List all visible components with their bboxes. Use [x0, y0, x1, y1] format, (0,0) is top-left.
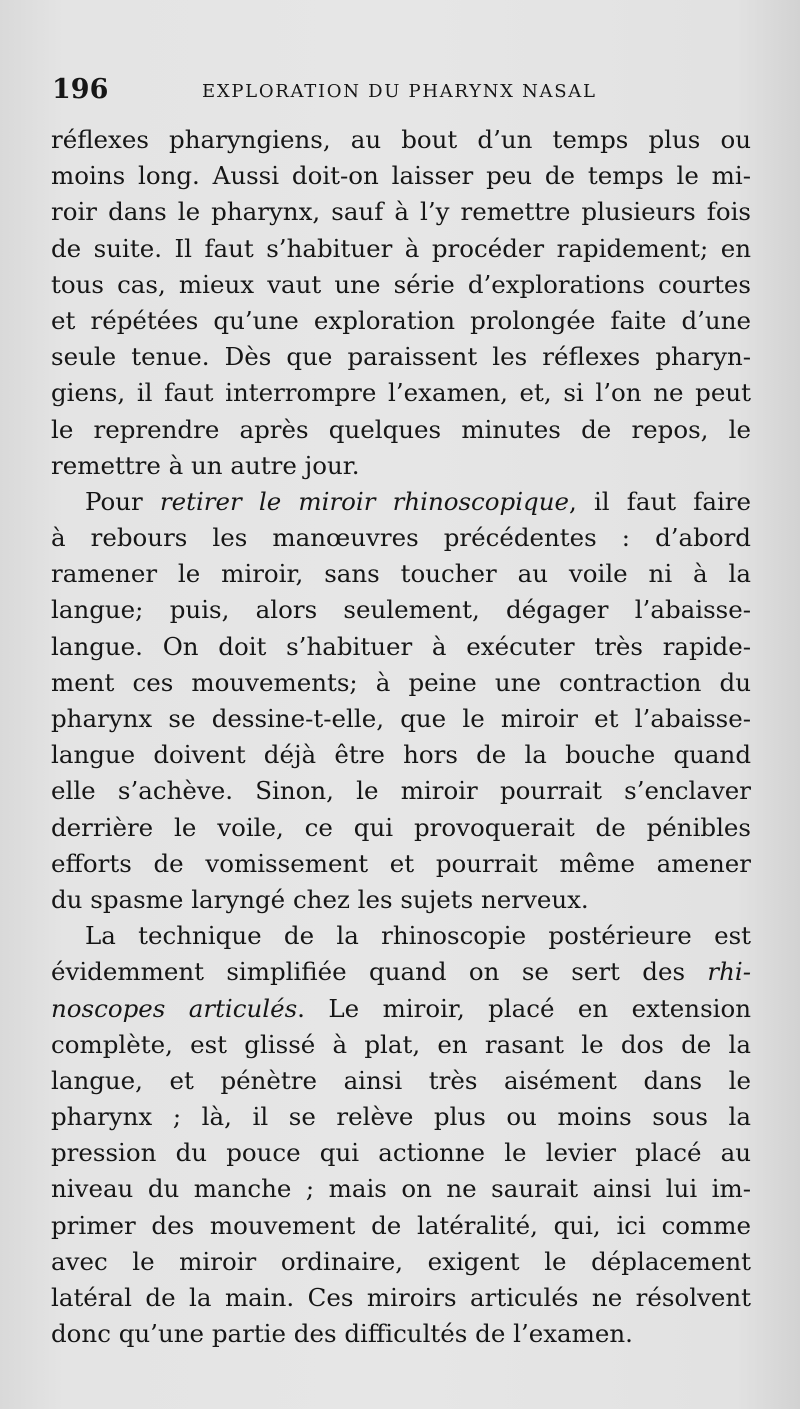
text-line: tous cas, mieux vaut une série d’explorations courtes [51, 269, 751, 299]
text-line: efforts de vomissement et pourrait même amener [51, 848, 751, 878]
text-line: langue; puis, alors seulement, dégager l’abaisse- [51, 595, 751, 625]
text-line: du spasme laryngé chez les sujets nerveux. [51, 884, 589, 914]
text-line: moins long. Aussi doit-on laisser peu de temps le mi- [51, 161, 751, 191]
text-line: donc qu’une partie des difficultés de l’examen. [51, 1319, 633, 1349]
page-number: 196 [52, 74, 109, 105]
text-line: langue doivent déjà être hors de la bouche quand [51, 740, 751, 770]
page-header [52, 74, 752, 110]
text-line: ramener le miroir, sans toucher au voile ni à la [51, 559, 751, 589]
text-line: niveau du manche ; mais on ne saurait ainsi lui im- [51, 1174, 751, 1204]
italic-term: retirer le miroir rhinoscopique [159, 486, 570, 516]
text-line [51, 991, 751, 1027]
text-line: latéral de la main. Ces miroirs articulés ne résolvent [51, 1283, 751, 1312]
text-line: ment ces mouvements; à peine une contraction du [51, 667, 751, 697]
text-fragment: évidemment simplifiée quand on se sert des [51, 957, 708, 987]
text-line [51, 484, 751, 520]
text-fragment: , il faut faire [569, 486, 751, 516]
text-line: pharynx ; là, il se relève plus ou moins sous la [51, 1102, 751, 1132]
text-line: avec le miroir ordinaire, exigent le déplacement [51, 1246, 751, 1276]
text-line: réflexes pharyngiens, au bout d’un temps plus ou [51, 125, 751, 154]
text-line: et répétées qu’une exploration prolongée faite d’une [51, 305, 751, 335]
text-line: le reprendre après quelques minutes de repos, le [51, 414, 751, 444]
text-line: roir dans le pharynx, sauf à l’y remettre plusieurs fois [51, 197, 751, 227]
text-fragment: . Le miroir, placé en extension [297, 993, 752, 1023]
text-line: de suite. Il faut s’habituer à procéder rapidement; en [51, 233, 751, 263]
text-line: primer des mouvement de latéralité, qui, ici comme [51, 1210, 751, 1240]
text-line: seule tenue. Dès que paraissent les réflexes pharyn- [51, 342, 751, 372]
text-line: pression du pouce qui actionne le levier placé au [51, 1138, 751, 1168]
text-line: giens, il faut interrompre l’examen, et, si l’on ne peut [51, 378, 751, 408]
italic-term: noscopes articulés [51, 993, 298, 1023]
italic-term: rhi- [707, 957, 751, 987]
text-line: à rebours les manœuvres précédentes : d’abord [51, 523, 751, 553]
text-fragment: Pour [85, 486, 160, 516]
text-line: derrière le voile, ce qui provoquerait de pénibles [51, 812, 751, 842]
text-line: La technique de la rhinoscopie postérieure est [85, 921, 751, 951]
text-line: pharynx se dessine-t-elle, que le miroir et l’abaisse- [51, 704, 751, 733]
text-line: elle s’achève. Sinon, le miroir pourrait s’enclaver [51, 776, 751, 806]
text-line [51, 954, 751, 990]
running-title: EXPLORATION DU PHARYNX NASAL [202, 81, 597, 102]
body-text [51, 122, 751, 1352]
text-line: complète, est glissé à plat, en rasant le dos de la [51, 1029, 751, 1059]
text-line: remettre à un autre jour. [51, 450, 360, 480]
text-line: langue. On doit s’habituer à exécuter très rapide- [51, 631, 751, 661]
text-line: langue, et pénètre ainsi très aisément dans le [51, 1065, 751, 1095]
